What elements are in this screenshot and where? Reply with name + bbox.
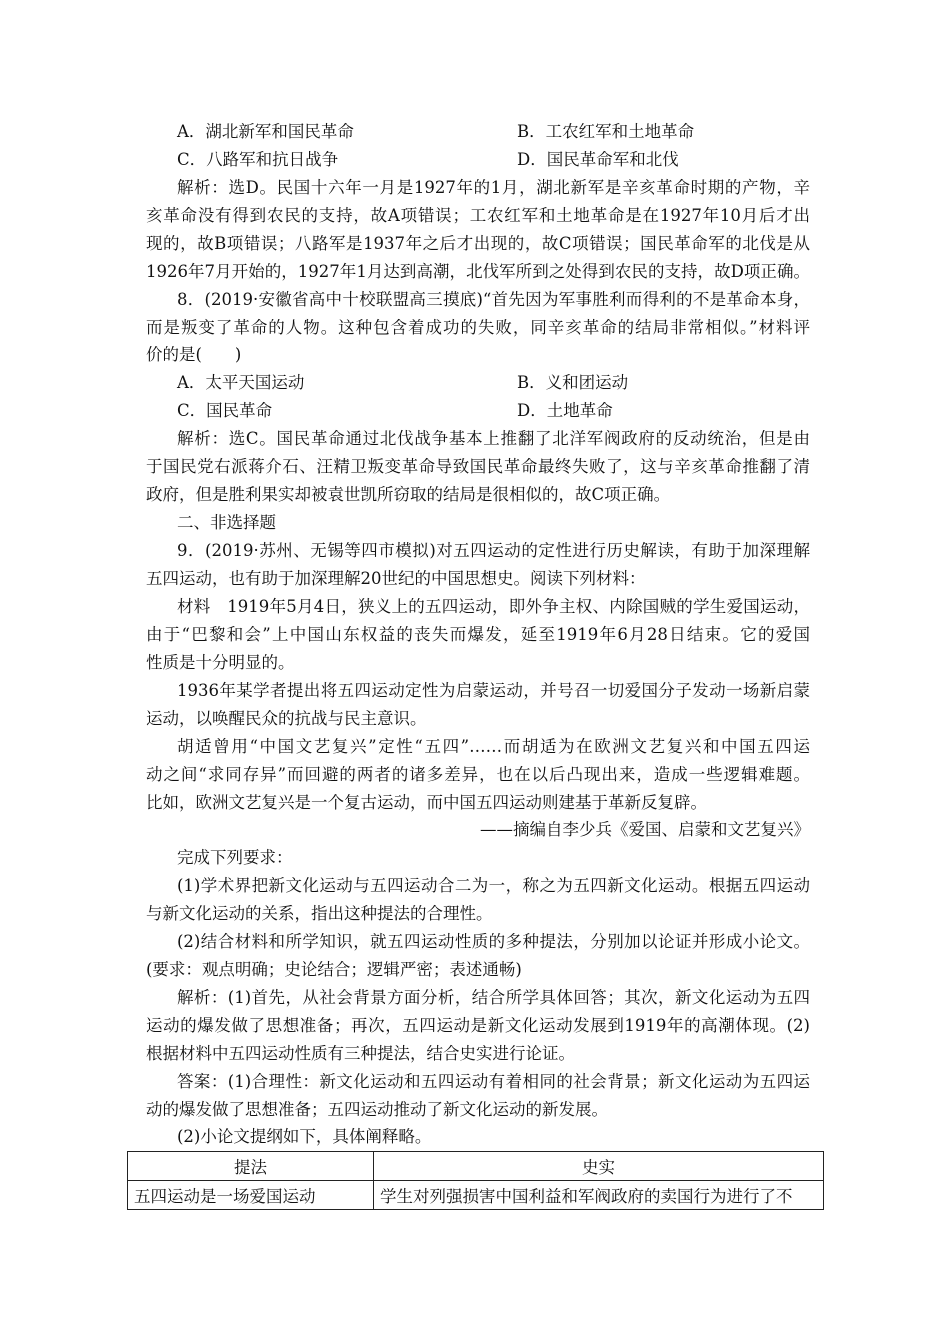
table-header-cell: 史实 bbox=[374, 1152, 824, 1181]
q9-material-source: ——摘编自李少兵《爱国、启蒙和文艺复兴》 bbox=[480, 820, 810, 839]
q9-material-line: 比如，欧洲文艺复兴是一个复古运动，而中国五四运动则建基于革新反复辟。 bbox=[146, 793, 707, 812]
q9-material-line: 材料 1919年5月4日，狭义上的五四运动，即外争主权、内除国贼的学生爱国运动， bbox=[177, 597, 810, 616]
q7-analysis-line: 解析：选D。民国十六年一月是1927年的1月，湖北新军是辛亥革命时期的产物，辛 bbox=[177, 178, 810, 197]
q9-answer-line: 动的爆发做了思想准备；五四运动推动了新文化运动的新发展。 bbox=[146, 1100, 608, 1119]
table-header-row bbox=[128, 1152, 824, 1181]
q9-stem-line: 五四运动，也有助于加深理解20世纪的中国思想史。阅读下列材料： bbox=[146, 569, 646, 588]
q9-material-line: 胡适曾用“中国文艺复兴”定性“五四”……而胡适为在欧洲文艺复兴和中国五四运 bbox=[177, 737, 810, 756]
q9-requirement-line: (要求：观点明确；史论结合；逻辑严密；表述通畅) bbox=[146, 960, 522, 979]
answer-table bbox=[127, 1151, 824, 1210]
q9-analysis-line: 根据材料中五四运动性质有三种提法，结合史实进行论证。 bbox=[146, 1044, 575, 1063]
section-title: 二、非选择题 bbox=[177, 513, 276, 532]
q9-requirement-line: (2)结合材料和所学知识，就五四运动性质的多种提法，分别加以论证并形成小论文。 bbox=[177, 932, 810, 951]
q8-stem-line: 8．(2019·安徽省高中十校联盟高三摸底)“首先因为军事胜利而得利的不是革命本身， bbox=[177, 290, 810, 309]
table-row bbox=[128, 1181, 824, 1210]
q9-answer-line: (2)小论文提纲如下，具体阐释略。 bbox=[177, 1127, 432, 1146]
q8-stem-line: 价的是( ) bbox=[146, 345, 242, 364]
q9-requirement-line: 与新文化运动的关系，指出这种提法的合理性。 bbox=[146, 904, 493, 923]
q9-stem-line: 9．(2019·苏州、无锡等四市模拟)对五四运动的定性进行历史解读，有助于加深理解 bbox=[177, 541, 810, 560]
q9-analysis-line: 解析：(1)首先，从社会背景方面分析，结合所学具体回答；其次，新文化运动为五四 bbox=[177, 988, 810, 1007]
table-cell: 五四运动是一场爱国运动 bbox=[128, 1181, 374, 1210]
q7-analysis-line: 现的，故B项错误；八路军是1937年之后才出现的，故C项错误；国民革命军的北伐是从 bbox=[146, 234, 810, 253]
q7-analysis-line: 1926年7月开始的，1927年1月达到高潮，北伐军所到之处得到农民的支持，故D项正确。 bbox=[146, 262, 810, 281]
q7-option-a: A．湖北新军和国民革命 bbox=[177, 122, 354, 141]
q8-option-c: C．国民革命 bbox=[177, 401, 273, 420]
q7-option-d: D．国民革命军和北伐 bbox=[517, 150, 679, 169]
q9-material-line: 动之间“求同存异”而回避的两者的诸多差异，也在以后凸现出来，造成一些逻辑难题。 bbox=[146, 765, 810, 784]
q9-material-line: 运动，以唤醒民众的抗战与民主意识。 bbox=[146, 709, 427, 728]
q9-analysis-line: 运动的爆发做了思想准备；再次，五四运动是新文化运动发展到1919年的高潮体现。(2) bbox=[146, 1016, 810, 1035]
q8-analysis-line: 政府，但是胜利果实却被袁世凯所窃取的结局是很相似的，故C项正确。 bbox=[146, 485, 671, 504]
q9-requirement-line: (1)学术界把新文化运动与五四运动合二为一，称之为五四新文化运动。根据五四运动 bbox=[177, 876, 810, 895]
q9-material-line: 性质是十分明显的。 bbox=[146, 653, 295, 672]
table-header-cell: 提法 bbox=[128, 1152, 374, 1181]
table-cell: 学生对列强损害中国利益和军阀政府的卖国行为进行了不 bbox=[374, 1181, 824, 1210]
q8-option-b: B．义和团运动 bbox=[517, 373, 629, 392]
q9-answer-line: 答案：(1)合理性：新文化运动和五四运动有着相同的社会背景；新文化运动为五四运 bbox=[177, 1072, 810, 1091]
q8-option-d: D．土地革命 bbox=[517, 401, 613, 420]
q9-material-line: 由于“巴黎和会”上中国山东权益的丧失而爆发，延至1919年6月28日结束。它的爱国 bbox=[146, 625, 810, 644]
q9-requirements-title: 完成下列要求： bbox=[177, 848, 293, 867]
q8-stem-line: 而是叛变了革命的人物。这种包含着成功的失败，同辛亥革命的结局非常相似。”材料评 bbox=[146, 318, 810, 337]
q8-option-a: A．太平天国运动 bbox=[177, 373, 305, 392]
q8-analysis-line: 解析：选C。国民革命通过北伐战争基本上推翻了北洋军阀政府的反动统治，但是由 bbox=[177, 429, 810, 448]
q7-option-c: C．八路军和抗日战争 bbox=[177, 150, 339, 169]
q9-material-line: 1936年某学者提出将五四运动定性为启蒙运动，并号召一切爱国分子发动一场新启蒙 bbox=[177, 681, 810, 700]
q8-analysis-line: 于国民党右派蒋介石、汪精卫叛变革命导致国民革命最终失败了，这与辛亥革命推翻了清 bbox=[146, 457, 810, 476]
q7-option-b: B．工农红军和土地革命 bbox=[517, 122, 695, 141]
q7-analysis-line: 亥革命没有得到农民的支持，故A项错误；工农红军和土地革命是在1927年10月后才出 bbox=[146, 206, 810, 225]
